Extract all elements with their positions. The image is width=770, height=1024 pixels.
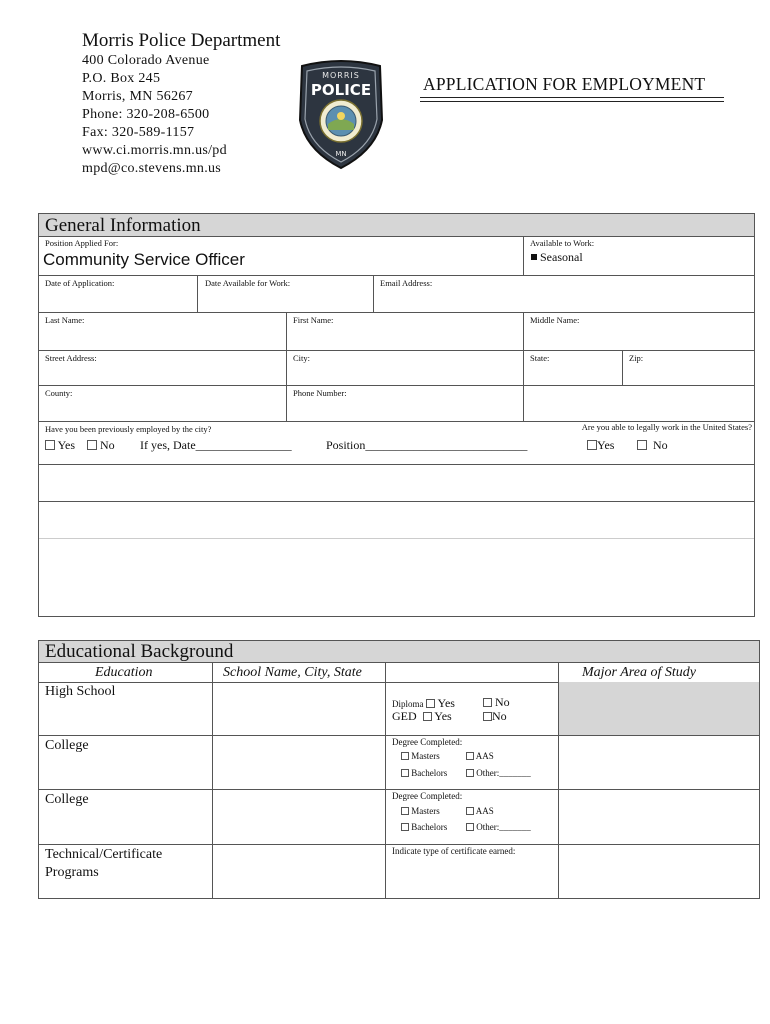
- col-major: Major Area of Study: [582, 665, 696, 680]
- if-yes-date-field[interactable]: If yes, Date________________: [140, 438, 292, 452]
- address-line: P.O. Box 245: [82, 71, 161, 86]
- section-heading: Educational Background: [39, 641, 759, 663]
- address-line: Morris, MN 56267: [82, 89, 193, 104]
- ged-line: GED Yes: [392, 709, 452, 723]
- checkbox[interactable]: [426, 699, 435, 708]
- available-label: Available to Work:: [530, 238, 595, 248]
- legal-work-no[interactable]: No: [637, 438, 668, 453]
- diploma-line: Diploma Yes: [392, 696, 455, 710]
- bachelors-option[interactable]: Bachelors: [401, 768, 447, 778]
- checkbox[interactable]: [401, 752, 409, 760]
- major-cell-shaded: [559, 682, 759, 735]
- date-of-application-label: Date of Application:: [45, 278, 115, 288]
- title-rule: [420, 101, 724, 102]
- checkbox[interactable]: [401, 823, 409, 831]
- county-label: County:: [45, 388, 73, 398]
- bachelors-option[interactable]: Bachelors: [401, 822, 447, 832]
- application-title: APPLICATION FOR EMPLOYMENT: [423, 74, 706, 94]
- general-information-section: [38, 213, 755, 617]
- row-technical-certificate: Technical/Certificate Programs: [45, 847, 163, 880]
- checkbox[interactable]: [401, 769, 409, 777]
- phone-line: Phone: 320-208-6500: [82, 107, 210, 122]
- checkbox[interactable]: [466, 807, 474, 815]
- state-label: State:: [530, 353, 550, 363]
- checkbox[interactable]: [45, 440, 55, 450]
- phone-number-label: Phone Number:: [293, 388, 347, 398]
- svg-text:MN: MN: [335, 150, 347, 158]
- checkbox[interactable]: [483, 712, 492, 721]
- checkbox[interactable]: [637, 440, 647, 450]
- section-heading: General Information: [39, 214, 754, 237]
- checkbox[interactable]: [466, 823, 474, 831]
- svg-text:MORRIS: MORRIS: [322, 71, 360, 80]
- legal-work-question: Are you able to legally work in the United States?: [581, 422, 752, 432]
- aas-option[interactable]: AAS: [466, 806, 494, 816]
- position-value[interactable]: Community Service Officer: [43, 250, 245, 269]
- checkbox[interactable]: [87, 440, 97, 450]
- checkbox[interactable]: [423, 712, 432, 721]
- police-badge-logo: [296, 58, 386, 170]
- diploma-no[interactable]: No: [483, 695, 510, 710]
- filled-square-icon: [531, 254, 537, 260]
- row-college: College: [45, 738, 89, 753]
- zip-label: Zip:: [629, 353, 644, 363]
- svg-text:POLICE: POLICE: [310, 81, 372, 99]
- prev-employed-yes[interactable]: Yes: [45, 438, 75, 453]
- degree-completed-label: Degree Completed:: [392, 737, 463, 747]
- ged-no[interactable]: No: [483, 709, 507, 724]
- checkbox[interactable]: [483, 698, 492, 707]
- row-college: College: [45, 792, 89, 807]
- legal-work-yes[interactable]: Yes: [587, 438, 614, 453]
- department-name: Morris Police Department: [82, 30, 281, 51]
- email-line: mpd@co.stevens.mn.us: [82, 161, 222, 176]
- certificate-note: Indicate type of certificate earned:: [392, 846, 516, 856]
- last-name-label: Last Name:: [45, 315, 85, 325]
- position-label: Position Applied For:: [45, 238, 119, 248]
- col-school: School Name, City, State: [223, 665, 362, 680]
- website-line: www.ci.morris.mn.us/pd: [82, 143, 227, 158]
- checkbox[interactable]: [587, 440, 597, 450]
- other-option[interactable]: Other:_______: [466, 768, 531, 778]
- title-rule: [420, 97, 724, 98]
- address-line: 400 Colorado Avenue: [82, 53, 210, 68]
- street-address-label: Street Address:: [45, 353, 97, 363]
- department-address: [82, 52, 227, 178]
- date-available-label: Date Available for Work:: [205, 278, 291, 288]
- email-label: Email Address:: [380, 278, 433, 288]
- col-education: Education: [95, 665, 153, 680]
- fax-line: Fax: 320-589-1157: [82, 125, 195, 140]
- masters-option[interactable]: Masters: [401, 806, 440, 816]
- masters-option[interactable]: Masters: [401, 751, 440, 761]
- previously-employed-question: Have you been previously employed by the city?: [45, 424, 212, 434]
- city-label: City:: [293, 353, 311, 363]
- position-field[interactable]: Position___________________________: [326, 438, 528, 452]
- other-option[interactable]: Other:_______: [466, 822, 531, 832]
- educational-background-section: [38, 640, 760, 899]
- prev-employed-no[interactable]: No: [87, 438, 115, 453]
- first-name-label: First Name:: [293, 315, 334, 325]
- checkbox[interactable]: [466, 769, 474, 777]
- checkbox[interactable]: [401, 807, 409, 815]
- available-option[interactable]: [531, 250, 583, 265]
- checkbox[interactable]: [466, 752, 474, 760]
- degree-completed-label: Degree Completed:: [392, 791, 463, 801]
- aas-option[interactable]: AAS: [466, 751, 494, 761]
- middle-name-label: Middle Name:: [530, 315, 580, 325]
- row-high-school: High School: [45, 684, 116, 699]
- available-value: Seasonal: [540, 250, 583, 264]
